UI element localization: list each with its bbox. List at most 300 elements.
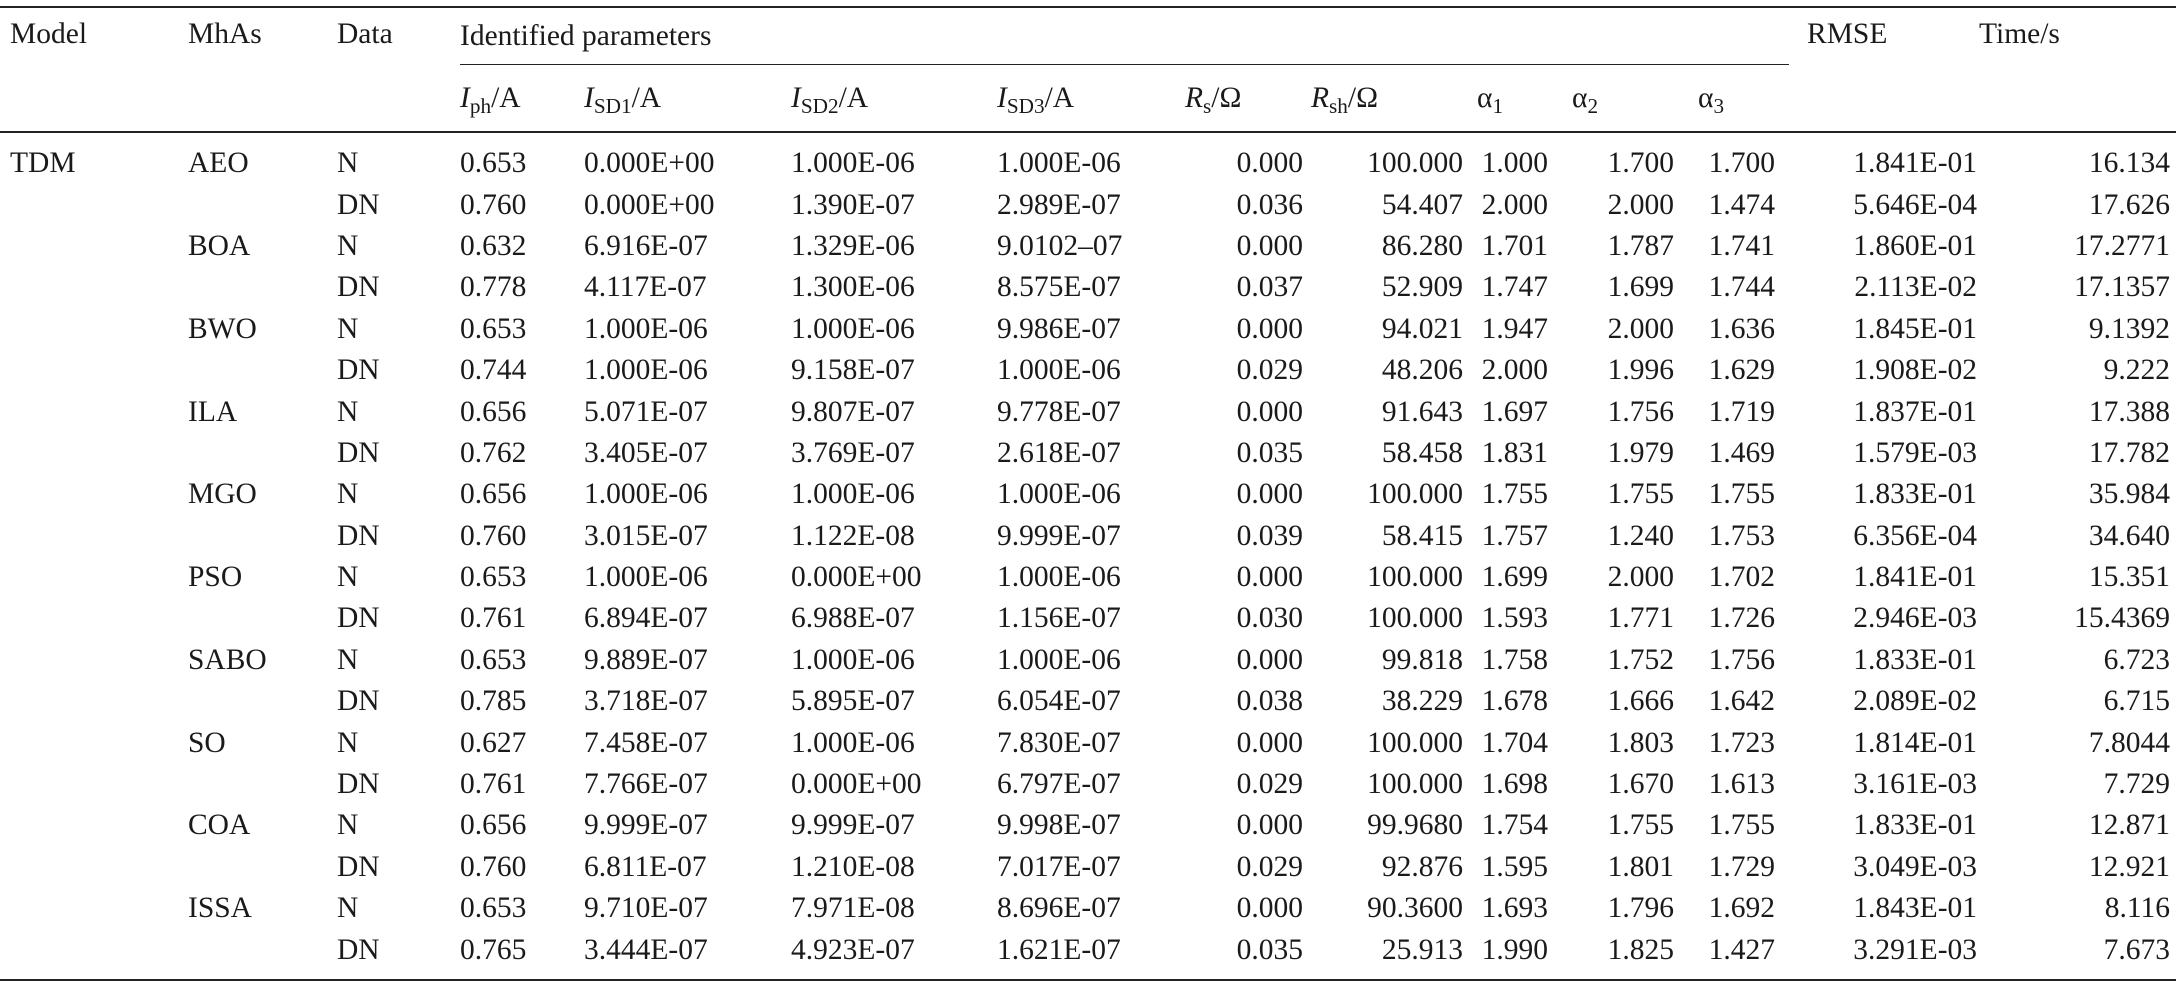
cell-alpha1: 1.593 [1481,602,1548,635]
cell-alpha2: 1.825 [1607,933,1674,966]
cell-isd3: 8.696E-07 [997,892,1121,925]
cell-time: 17.782 [2088,436,2171,469]
cell-isd3: 9.986E-07 [997,312,1121,345]
cell-mha [168,847,337,888]
cell-rmse: 1.841E-01 [1853,561,1978,594]
cell-isd3: 1.000E-06 [997,478,1121,511]
cell-alpha1: 2.000 [1481,354,1548,387]
cell-isd2: 1.000E-06 [791,478,915,511]
cell-model: TDM [10,147,76,180]
cell-isd3: 2.989E-07 [997,188,1121,221]
cell-isd2: 1.000E-06 [791,312,915,345]
cell-isd2: 9.999E-07 [791,809,915,842]
cell-isd1: 1.000E-06 [584,478,708,511]
cell-model [0,516,168,557]
table-row [0,722,2176,763]
cell-model [0,474,168,515]
cell-isd3: 2.618E-07 [997,436,1121,469]
table-row [0,516,2176,557]
cell-isd1: 6.894E-07 [584,602,708,635]
cell-alpha1: 1.757 [1481,519,1548,552]
cell-rsh: 58.458 [1381,436,1463,469]
cell-isd2: 1.000E-06 [791,643,915,676]
cell-data: N [337,478,359,511]
cell-alpha3: 1.753 [1708,519,1776,552]
cell-rmse: 3.161E-03 [1853,768,1978,801]
cell-rmse: 1.908E-02 [1853,354,1978,387]
cell-time: 6.723 [2103,643,2171,676]
cell-data: N [337,395,359,428]
cell-rsh: 38.229 [1381,685,1463,718]
cell-alpha3: 1.702 [1708,561,1776,594]
cell-isd1: 6.916E-07 [584,229,708,262]
cell-model [0,267,168,308]
cell-rs: 0.000 [1236,478,1303,511]
cell-iph: 0.785 [460,685,527,718]
cell-rmse: 1.837E-01 [1853,395,1978,428]
table-row [0,640,2176,681]
cell-data: DN [337,188,380,221]
cell-time: 17.1357 [2074,271,2171,304]
cell-rmse: 2.946E-03 [1853,602,1978,635]
cell-time: 9.1392 [2088,312,2171,345]
cell-model [0,433,168,474]
cell-alpha3: 1.723 [1708,726,1776,759]
cell-isd1: 3.015E-07 [584,519,708,552]
cell-alpha2: 1.787 [1607,229,1674,262]
cell-rs: 0.035 [1236,436,1303,469]
cell-iph: 0.653 [460,643,527,676]
cell-rmse: 1.841E-01 [1853,147,1978,180]
cell-alpha3: 1.692 [1708,892,1776,925]
cell-iph: 0.765 [460,933,527,966]
cell-alpha2: 1.979 [1607,436,1674,469]
cell-isd3: 8.575E-07 [997,271,1121,304]
cell-iph: 0.762 [460,436,527,469]
cell-rs: 0.029 [1236,768,1303,801]
cell-isd1: 7.766E-07 [584,768,708,801]
cell-isd2: 7.971E-08 [791,892,915,925]
cell-mha: AEO [188,147,249,180]
cell-alpha1: 1.699 [1481,561,1548,594]
cell-alpha2: 1.803 [1607,726,1674,759]
cell-isd2: 1.390E-07 [791,188,915,221]
cell-model [0,350,168,391]
cell-alpha3: 1.744 [1708,271,1776,304]
table-row [0,805,2176,846]
cell-isd1: 3.718E-07 [584,685,708,718]
cell-rs: 0.037 [1236,271,1303,304]
table-row [0,433,2176,474]
cell-rmse: 3.049E-03 [1853,850,1978,883]
cell-data: N [337,561,359,594]
cell-time: 9.222 [2103,354,2171,387]
cell-isd2: 0.000E+00 [791,561,922,594]
cell-isd2: 1.000E-06 [791,726,915,759]
cell-model [0,184,168,225]
table-row [0,474,2176,515]
cell-isd2: 6.988E-07 [791,602,915,635]
cell-mha [168,598,337,639]
cell-rs: 0.029 [1236,354,1303,387]
cell-isd1: 6.811E-07 [584,850,707,883]
cell-alpha3: 1.700 [1708,147,1776,180]
cell-rsh: 100.000 [1367,478,1463,511]
cell-rsh: 100.000 [1367,561,1463,594]
cell-isd2: 1.300E-06 [791,271,915,304]
cell-rs: 0.035 [1236,933,1303,966]
cell-alpha3: 1.469 [1708,436,1776,469]
cell-alpha3: 1.474 [1708,188,1776,221]
cell-isd3: 1.000E-06 [997,643,1121,676]
cell-isd1: 1.000E-06 [584,561,708,594]
cell-rmse: 1.843E-01 [1853,892,1978,925]
cell-alpha1: 1.947 [1481,312,1548,345]
cell-isd1: 9.999E-07 [584,809,708,842]
cell-time: 15.4369 [2074,602,2171,635]
cell-isd3: 6.797E-07 [997,768,1121,801]
cell-isd2: 4.923E-07 [791,933,915,966]
cell-rmse: 3.291E-03 [1853,933,1978,966]
cell-mha [168,184,337,225]
cell-rmse: 1.579E-03 [1853,436,1978,469]
param-isd2: $I_{SD2}/A$ [791,81,869,118]
cell-isd2: 9.807E-07 [791,395,915,428]
cell-time: 7.8044 [2088,726,2171,759]
cell-alpha1: 1.755 [1481,478,1548,511]
cell-iph: 0.761 [460,602,527,635]
param-isd3: $I_{SD3}/A$ [997,81,1075,118]
cell-data: DN [337,354,380,387]
cell-time: 6.715 [2103,685,2171,718]
cell-alpha2: 1.755 [1607,478,1674,511]
param-alpha3: $\alpha_3$ [1698,81,1725,118]
cell-iph: 0.778 [460,271,527,304]
param-alpha2: $\alpha_2$ [1572,81,1599,118]
cell-alpha1: 1.758 [1481,643,1548,676]
cell-isd1: 3.405E-07 [584,436,708,469]
cell-data: N [337,229,359,262]
cell-data: N [337,892,359,925]
cell-alpha1: 1.990 [1481,933,1548,966]
cell-time: 35.984 [2088,478,2171,511]
cell-isd1: 1.000E-06 [584,354,708,387]
param-rsh: $R_{sh}/\Omega$ [1311,81,1379,118]
cell-isd2: 3.769E-07 [791,436,915,469]
cell-model [0,929,168,979]
cell-data: DN [337,271,380,304]
cell-alpha2: 1.699 [1607,271,1674,304]
cell-alpha3: 1.613 [1708,768,1776,801]
cell-data: N [337,643,359,676]
cell-alpha1: 1.754 [1481,809,1548,842]
cell-isd2: 9.158E-07 [791,354,915,387]
table-header [0,7,2176,132]
cell-rmse: 1.860E-01 [1853,229,1978,262]
cell-alpha1: 1.831 [1481,436,1548,469]
table-row [0,132,2176,184]
cell-alpha3: 1.719 [1708,395,1776,428]
cell-isd1: 9.710E-07 [584,892,708,925]
header-identified-parameters: Identified parameters [460,7,1789,65]
parameters-table [0,6,2176,981]
table-row [0,681,2176,722]
cell-alpha1: 1.698 [1481,768,1548,801]
cell-rs: 0.038 [1236,685,1303,718]
cell-isd2: 1.000E-06 [791,147,915,180]
cell-isd1: 9.889E-07 [584,643,708,676]
cell-isd3: 1.000E-06 [997,561,1121,594]
cell-rsh: 100.000 [1367,768,1463,801]
cell-rmse: 5.646E-04 [1853,188,1978,221]
cell-isd3: 6.054E-07 [997,685,1121,718]
table-row [0,557,2176,598]
param-alpha1: $\alpha_1$ [1477,81,1504,118]
cell-rmse: 1.833E-01 [1853,809,1978,842]
cell-time: 12.871 [2088,809,2171,842]
cell-mha [168,764,337,805]
cell-model [0,640,168,681]
cell-alpha1: 1.678 [1481,685,1548,718]
cell-alpha3: 1.755 [1708,809,1776,842]
cell-data: DN [337,933,380,966]
cell-data: DN [337,436,380,469]
cell-alpha1: 1.697 [1481,395,1548,428]
cell-mha: SO [188,726,226,759]
cell-isd2: 0.000E+00 [791,768,922,801]
cell-isd2: 1.122E-08 [791,519,915,552]
param-rs: $R_s/\Omega$ [1185,81,1242,118]
param-isd1: $I_{SD1}/A$ [584,81,662,118]
cell-rmse: 2.113E-02 [1854,271,1978,304]
cell-rsh: 91.643 [1381,395,1463,428]
cell-mha [168,267,337,308]
cell-rmse: 1.845E-01 [1853,312,1978,345]
cell-rsh: 92.876 [1381,850,1463,883]
cell-model [0,681,168,722]
table-body [0,132,2176,980]
cell-model [0,598,168,639]
cell-time: 7.673 [2103,933,2171,966]
cell-rsh: 90.3600 [1367,892,1463,925]
cell-time: 34.640 [2088,519,2171,552]
cell-alpha2: 1.240 [1607,519,1674,552]
cell-alpha3: 1.756 [1708,643,1776,676]
cell-mha: MGO [188,478,257,511]
cell-rsh: 58.415 [1381,519,1463,552]
cell-alpha1: 1.595 [1481,850,1548,883]
cell-isd3: 1.000E-06 [997,354,1121,387]
cell-iph: 0.656 [460,478,527,511]
cell-isd3: 9.0102–07 [997,229,1123,262]
cell-alpha3: 1.636 [1708,312,1776,345]
cell-time: 8.116 [2104,892,2171,925]
cell-isd1: 7.458E-07 [584,726,708,759]
cell-rs: 0.000 [1236,147,1303,180]
cell-mha: PSO [188,561,243,594]
param-iph: $I_{ph}/A$ [460,81,521,118]
cell-isd3: 9.778E-07 [997,395,1121,428]
cell-iph: 0.653 [460,312,527,345]
cell-data: DN [337,850,380,883]
cell-alpha2: 1.796 [1607,892,1674,925]
cell-alpha3: 1.755 [1708,478,1776,511]
cell-alpha1: 1.704 [1481,726,1548,759]
cell-rs: 0.030 [1236,602,1303,635]
cell-data: N [337,147,359,180]
cell-alpha2: 2.000 [1607,312,1674,345]
cell-alpha2: 1.771 [1607,602,1674,635]
cell-alpha2: 1.801 [1607,850,1674,883]
cell-isd3: 7.830E-07 [997,726,1121,759]
cell-model [0,805,168,846]
table-row [0,226,2176,267]
table-row [0,598,2176,639]
cell-data: DN [337,685,380,718]
cell-iph: 0.656 [460,395,527,428]
cell-alpha2: 1.670 [1607,768,1674,801]
cell-rsh: 99.818 [1381,643,1463,676]
table-row [0,764,2176,805]
cell-rs: 0.000 [1236,892,1303,925]
table-row [0,888,2176,929]
cell-data: DN [337,602,380,635]
cell-time: 17.2771 [2074,229,2171,262]
cell-mha: BWO [188,312,257,345]
cell-mha [168,681,337,722]
cell-data: N [337,809,359,842]
cell-rsh: 52.909 [1381,271,1463,304]
cell-iph: 0.632 [460,229,527,262]
cell-isd3: 1.000E-06 [997,147,1121,180]
table-row [0,929,2176,979]
cell-isd3: 1.156E-07 [997,602,1121,635]
cell-time: 17.626 [2088,188,2171,221]
cell-isd1: 0.000E+00 [584,188,715,221]
cell-time: 7.729 [2103,768,2171,801]
cell-model [0,847,168,888]
cell-rsh: 25.913 [1381,933,1463,966]
cell-rs: 0.029 [1236,850,1303,883]
cell-rmse: 2.089E-02 [1853,685,1978,718]
cell-alpha1: 1.747 [1481,271,1548,304]
cell-mha [168,929,337,979]
header-mhas: MhAs [168,7,337,132]
cell-iph: 0.744 [460,354,527,387]
cell-rs: 0.000 [1236,809,1303,842]
cell-rmse: 6.356E-04 [1853,519,1978,552]
header-time: Time/s [1979,7,2176,132]
cell-rsh: 100.000 [1367,147,1463,180]
cell-isd1: 5.071E-07 [584,395,708,428]
cell-iph: 0.653 [460,561,527,594]
cell-isd3: 7.017E-07 [997,850,1121,883]
cell-data: DN [337,519,380,552]
cell-mha [168,516,337,557]
cell-rs: 0.000 [1236,312,1303,345]
cell-data: N [337,312,359,345]
cell-rsh: 100.000 [1367,726,1463,759]
cell-data: DN [337,768,380,801]
cell-mha [168,433,337,474]
cell-isd1: 1.000E-06 [584,312,708,345]
cell-alpha2: 1.755 [1607,809,1674,842]
header-data: Data [337,7,460,132]
cell-mha [168,350,337,391]
cell-alpha3: 1.726 [1708,602,1776,635]
cell-mha: ISSA [188,892,252,925]
cell-alpha2: 1.996 [1607,354,1674,387]
header-model: Model [0,7,168,132]
cell-iph: 0.653 [460,892,527,925]
cell-alpha2: 1.756 [1607,395,1674,428]
cell-alpha3: 1.427 [1708,933,1776,966]
cell-mha: ILA [188,395,238,428]
cell-iph: 0.656 [460,809,527,842]
cell-rs: 0.039 [1236,519,1303,552]
cell-iph: 0.760 [460,188,527,221]
cell-data: N [337,726,359,759]
cell-alpha3: 1.729 [1708,850,1776,883]
cell-isd3: 1.621E-07 [997,933,1121,966]
cell-iph: 0.760 [460,519,527,552]
cell-isd3: 9.999E-07 [997,519,1121,552]
cell-rs: 0.000 [1236,643,1303,676]
cell-isd1: 3.444E-07 [584,933,708,966]
cell-alpha2: 1.700 [1607,147,1674,180]
table-row [0,309,2176,350]
cell-isd1: 4.117E-07 [584,271,707,304]
cell-isd1: 0.000E+00 [584,147,715,180]
cell-time: 16.134 [2088,147,2171,180]
cell-model [0,764,168,805]
cell-rsh: 100.000 [1367,602,1463,635]
cell-mha: SABO [188,643,267,676]
cell-model [0,391,168,432]
cell-rmse: 1.833E-01 [1853,478,1978,511]
cell-isd2: 1.329E-06 [791,229,915,262]
cell-model [0,722,168,763]
header-rmse: RMSE [1789,7,1979,132]
cell-mha: BOA [188,229,251,262]
cell-model [0,888,168,929]
cell-alpha1: 1.693 [1481,892,1548,925]
cell-time: 17.388 [2088,395,2171,428]
table-row [0,267,2176,308]
cell-alpha2: 2.000 [1607,561,1674,594]
cell-isd3: 9.998E-07 [997,809,1121,842]
cell-rsh: 86.280 [1381,229,1463,262]
cell-rsh: 48.206 [1381,354,1463,387]
cell-alpha3: 1.642 [1708,685,1776,718]
cell-alpha1: 1.000 [1481,147,1548,180]
cell-iph: 0.653 [460,147,527,180]
cell-rs: 0.000 [1236,229,1303,262]
cell-alpha3: 1.741 [1708,229,1776,262]
cell-iph: 0.760 [460,850,527,883]
cell-rsh: 54.407 [1381,188,1463,221]
table-row [0,184,2176,225]
cell-alpha2: 1.752 [1607,643,1674,676]
table-row [0,350,2176,391]
cell-model [0,226,168,267]
cell-alpha1: 2.000 [1481,188,1548,221]
cell-isd2: 5.895E-07 [791,685,915,718]
cell-iph: 0.627 [460,726,527,759]
cell-time: 15.351 [2088,561,2171,594]
cell-rsh: 99.9680 [1367,809,1463,842]
cell-rmse: 1.833E-01 [1853,643,1978,676]
